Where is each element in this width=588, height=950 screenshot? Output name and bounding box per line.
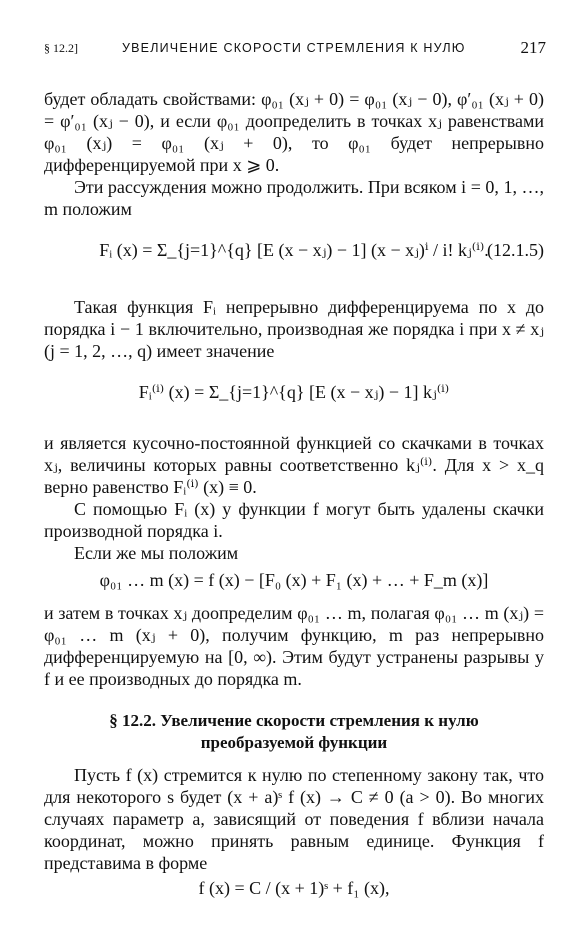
equation-number: (12.1.5) xyxy=(487,240,544,260)
header-section-ref: § 12.2] xyxy=(44,41,78,55)
paragraph-8: Пусть f (x) стремится к нулю по степенному закону так, что для некоторого s будет (x + a)ˢ f (x) → C ≠ 0 (a > 0). Во многих случаях параметр a, зависящий от поведения f вблизи начала координат, можно принять равным единице. Функция f представима в форме xyxy=(44,765,544,873)
paragraph-3: Такая функция Fᵢ непрерывно дифференцируема по x до порядка i − 1 включительно, производная же порядка i при x ≠ xⱼ (j = 1, 2, …, q) имеет значение xyxy=(44,297,544,361)
equation-4: f (x) = C / (x + 1)ˢ + f₁ (x), xyxy=(198,878,390,898)
section-heading-line-1: § 12.2. Увеличение скорости стремления к нулю xyxy=(109,711,479,730)
page-number: 217 xyxy=(520,38,546,57)
section-heading-line-2: преобразуемой функции xyxy=(200,733,388,752)
paragraph-2: Эти рассуждения можно продолжить. При всяком i = 0, 1, …, m положим xyxy=(44,177,544,219)
paragraph-6: Если же мы положим xyxy=(74,543,239,563)
equation-phi xyxy=(44,570,544,591)
equation-derivative xyxy=(44,382,544,403)
equation-1: Fᵢ (x) = Σ_{j=1}^{q} [E (x − xⱼ) − 1] (x − xⱼ)ⁱ / i! kⱼ⁽ⁱ⁾. xyxy=(99,240,489,260)
paragraph-4: и является кусочно-постоянной функцией со скачками в точках xⱼ, величины которых равны соответственно kⱼ⁽ⁱ⁾. Для x > x_q верно равенство Fᵢ⁽ⁱ⁾ (x) ≡ 0. xyxy=(44,433,544,497)
equation-f-form xyxy=(44,878,544,899)
section-heading xyxy=(44,710,544,754)
equation-2: Fᵢ⁽ⁱ⁾ (x) = Σ_{j=1}^{q} [E (x − xⱼ) − 1] kⱼ⁽ⁱ⁾ xyxy=(138,382,450,402)
header-title: УВЕЛИЧЕНИЕ СКОРОСТИ СТРЕМЛЕНИЯ К НУЛЮ xyxy=(122,41,466,55)
paragraph-5: С помощью Fᵢ (x) у функции f могут быть удалены скачки производной порядка i. xyxy=(44,499,544,541)
equation-12-1-5 xyxy=(44,240,544,261)
running-header xyxy=(44,38,546,62)
equation-3: φ₀₁ … m (x) = f (x) − [F₀ (x) + F₁ (x) + … + F_m (x)] xyxy=(99,570,489,590)
paragraph-1: будет обладать свойствами: φ₀₁ (xⱼ + 0) = φ₀₁ (xⱼ − 0), φ′₀₁ (xⱼ + 0) = φ′₀₁ (xⱼ − 0), и если φ₀₁ доопределить в точках xⱼ равенствами φ₀₁ (xⱼ) = φ₀₁ (xⱼ + 0), то φ₀₁ будет непрерывно дифференцируемой при x ⩾ 0. xyxy=(44,89,544,175)
paragraph-7: и затем в точках xⱼ доопределим φ₀₁ … m, полагая φ₀₁ … m (xⱼ) = φ₀₁ … m (xⱼ + 0), получим функцию, m раз непрерывно дифференцируемую на [0, ∞). Этим будут устранены разрывы у f и ее производных до порядка m. xyxy=(44,603,544,689)
